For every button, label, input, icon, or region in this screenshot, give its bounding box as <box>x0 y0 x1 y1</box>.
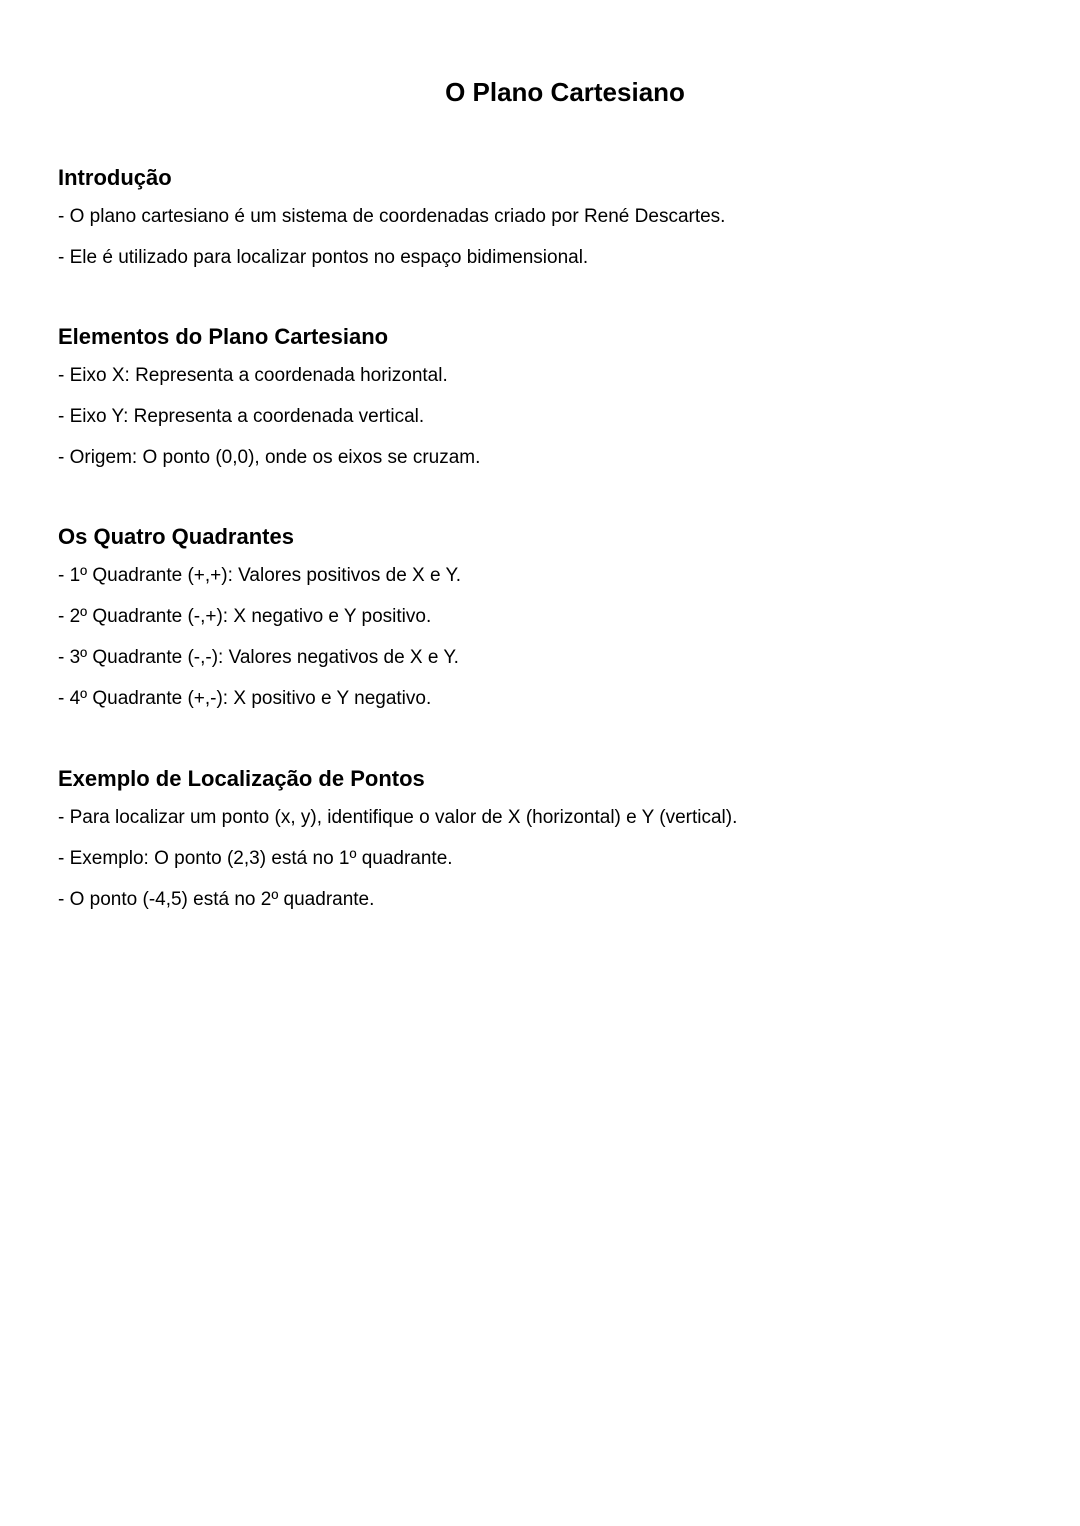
list-item: - Eixo Y: Representa a coordenada vertical. <box>58 406 425 427</box>
section-heading: Exemplo de Localização de Pontos <box>58 766 425 791</box>
list-item: - 1º Quadrante (+,+): Valores positivos de X e Y. <box>58 565 461 586</box>
list-item: - Eixo X: Representa a coordenada horizontal. <box>58 365 448 386</box>
list-item: - 4º Quadrante (+,-): X positivo e Y negativo. <box>58 688 432 709</box>
bullet-list <box>58 555 1038 719</box>
list-item: - O ponto (-4,5) está no 2º quadrante. <box>58 889 375 910</box>
section-elementos <box>58 323 1038 478</box>
bullet-list <box>58 355 1038 478</box>
list-item: - Origem: O ponto (0,0), onde os eixos se cruzam. <box>58 447 481 468</box>
list-item: - O plano cartesiano é um sistema de coordenadas criado por René Descartes. <box>58 206 726 227</box>
section-quadrantes <box>58 523 1038 719</box>
section-introducao <box>58 164 1038 278</box>
page-title: O Plano Cartesiano <box>445 77 685 108</box>
section-heading: Os Quatro Quadrantes <box>58 524 294 549</box>
section-heading: Introdução <box>58 165 172 190</box>
bullet-list <box>58 797 1038 920</box>
section-heading: Elementos do Plano Cartesiano <box>58 324 389 349</box>
list-item: - Exemplo: O ponto (2,3) está no 1º quadrante. <box>58 848 453 869</box>
section-exemplo <box>58 765 1038 920</box>
bullet-list <box>58 196 1038 278</box>
list-item: - 3º Quadrante (-,-): Valores negativos de X e Y. <box>58 647 459 668</box>
list-item: - Para localizar um ponto (x, y), identifique o valor de X (horizontal) e Y (vertical). <box>58 807 738 828</box>
list-item: - 2º Quadrante (-,+): X negativo e Y positivo. <box>58 606 432 627</box>
list-item: - Ele é utilizado para localizar pontos no espaço bidimensional. <box>58 247 589 268</box>
